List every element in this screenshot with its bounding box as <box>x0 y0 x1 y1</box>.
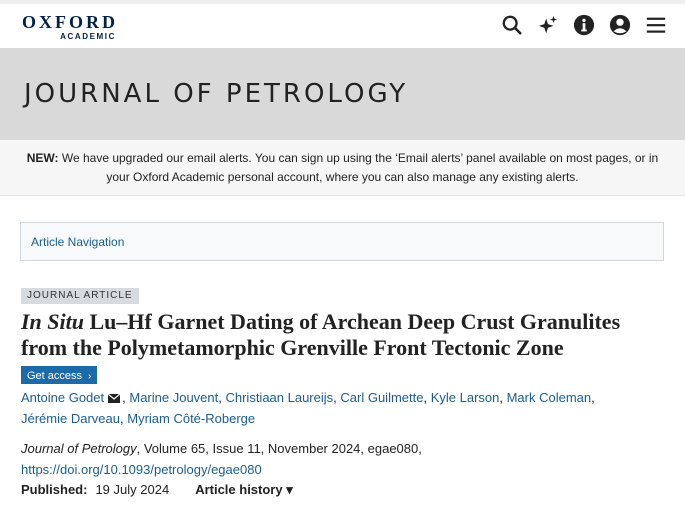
search-icon[interactable] <box>501 14 523 36</box>
author-link[interactable]: Christiaan Laureijs <box>225 390 334 405</box>
citation-details: , Volume 65, Issue 11, November 2024, egae080, <box>136 441 422 456</box>
sparkle-icon[interactable] <box>537 14 559 36</box>
author-link[interactable]: Mark Coleman <box>506 390 592 405</box>
author-link[interactable]: Carl Guilmette <box>340 390 424 405</box>
get-access-label: Get access <box>27 370 83 382</box>
logo-main-text: OXFORD <box>22 12 118 32</box>
author-link[interactable]: Marine Jouvent <box>129 390 219 405</box>
email-alert-notice <box>0 140 685 196</box>
info-icon[interactable] <box>573 14 595 36</box>
author-link[interactable]: Jérémie Darveau <box>21 411 120 426</box>
article-title <box>21 309 661 361</box>
article-navigation[interactable] <box>20 222 664 261</box>
citation <box>21 438 661 480</box>
get-access-button[interactable] <box>21 366 97 384</box>
notice-label: NEW: <box>26 151 59 165</box>
title-rest: Lu–Hf Garnet Dating of Archean Deep Crust Granulites from the Polymetamorphic Grenville Front Tectonic Zone <box>21 309 621 360</box>
published-date: 19 July 2024 <box>95 482 170 497</box>
article-navigation-label[interactable]: Article Navigation <box>31 235 125 249</box>
journal-title[interactable]: JOURNAL OF PETROLOGY <box>24 79 409 109</box>
author-list: Antoine Godet , Marine Jouvent, Christiaan Laureijs, Carl Guilmette, Kyle Larson, Mark Coleman, Jérémie Darveau, Myriam Côté-Roberge <box>21 390 595 426</box>
header-icons <box>501 14 667 36</box>
journal-banner <box>0 48 685 140</box>
oxford-academic-logo[interactable] <box>22 13 118 41</box>
doi-link[interactable]: https://doi.org/10.1093/petrology/egae080 <box>21 462 262 477</box>
menu-icon[interactable] <box>645 14 667 36</box>
author-link[interactable]: Kyle Larson <box>430 390 500 405</box>
journal-name: Journal of Petrology <box>21 441 137 456</box>
notice-text: We have upgraded our email alerts. You can sign up using the ‘Email alerts’ panel available on most pages, or in your Oxford Academic personal account, where you can also manage any existing alerts. <box>58 151 659 184</box>
chevron-right-icon: › <box>88 370 92 382</box>
mail-icon[interactable] <box>108 394 120 403</box>
article-history-toggle[interactable]: Article history ▾ <box>195 482 293 497</box>
publication-info <box>21 480 293 500</box>
logo-sub-text: ACADEMIC <box>60 32 116 41</box>
article-type-badge: JOURNAL ARTICLE <box>21 288 139 304</box>
top-header <box>0 0 685 48</box>
user-icon[interactable] <box>609 14 631 36</box>
title-italic: In Situ <box>21 309 84 334</box>
author-link[interactable]: Antoine Godet <box>21 390 105 405</box>
published-label: Published: <box>21 482 88 497</box>
author-link[interactable]: Myriam Côté-Roberge <box>127 411 256 426</box>
